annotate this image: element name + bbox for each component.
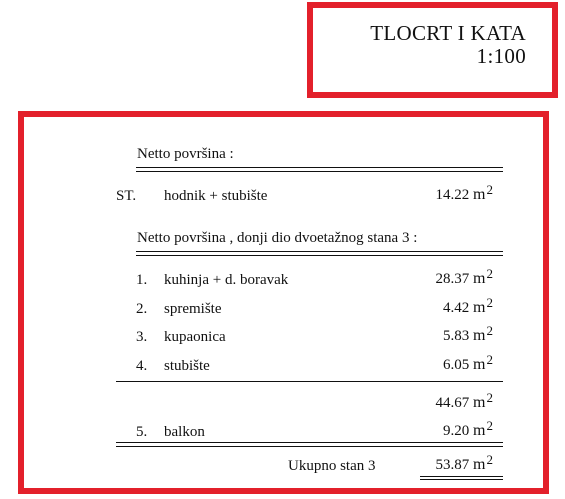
row-index: 4. <box>136 358 148 374</box>
section2-rule-bottom <box>136 255 503 256</box>
row-index: 2. <box>136 301 148 317</box>
section1-rule-top <box>136 167 503 168</box>
area-unit-exponent: 2 <box>486 418 493 433</box>
title-block <box>307 2 558 98</box>
area-unit: m <box>473 356 486 373</box>
row-label: spremište <box>164 301 222 317</box>
row-area-value <box>435 182 493 204</box>
row-area-value <box>435 266 493 288</box>
total-rule-bottom <box>116 446 503 447</box>
area-unit-exponent: 2 <box>486 452 493 467</box>
area-number: 6.05 <box>443 357 470 373</box>
total-rule-top <box>116 442 503 443</box>
section1-rule-bottom <box>136 171 503 172</box>
area-unit-exponent: 2 <box>486 390 493 405</box>
area-unit-exponent: 2 <box>486 323 493 338</box>
row-label: balkon <box>164 424 205 440</box>
area-schedule <box>18 111 549 494</box>
total-area-value <box>435 452 493 474</box>
area-unit-exponent: 2 <box>486 182 493 197</box>
area-unit: m <box>473 456 486 473</box>
row-area-value <box>443 295 493 317</box>
total-underline-1 <box>420 476 503 477</box>
area-number: 4.42 <box>443 300 470 316</box>
row-index: 3. <box>136 329 148 345</box>
section1-heading: Netto površina : <box>137 146 234 162</box>
subtotal-area-value <box>435 390 493 412</box>
drawing-scale: 1:100 <box>476 44 526 68</box>
row-index: ST. <box>116 188 137 204</box>
row-label: kupaonica <box>164 329 226 345</box>
row-area-value <box>443 352 493 374</box>
total-underline-2 <box>420 479 503 480</box>
area-unit-exponent: 2 <box>486 295 493 310</box>
subtotal-rule <box>116 381 503 382</box>
area-unit: m <box>473 327 486 344</box>
section2-heading: Netto površina , donji dio dvoetažnog stana 3 : <box>137 230 418 246</box>
total-label: Ukupno stan 3 <box>288 458 376 474</box>
area-unit: m <box>473 394 486 411</box>
section2-rule-top <box>136 251 503 252</box>
drawing-title-name: TLOCRT I KATA <box>370 21 526 45</box>
row-area-value <box>443 418 493 440</box>
area-unit: m <box>473 299 486 316</box>
row-area-value <box>443 323 493 345</box>
row-label: hodnik + stubište <box>164 188 268 204</box>
area-unit: m <box>473 422 486 439</box>
area-number: 28.37 <box>435 271 470 287</box>
area-number: 5.83 <box>443 328 470 344</box>
area-unit: m <box>473 186 486 203</box>
area-unit: m <box>473 270 486 287</box>
drawing-title <box>370 22 526 68</box>
area-unit-exponent: 2 <box>486 352 493 367</box>
area-number: 9.20 <box>443 423 470 439</box>
row-index: 5. <box>136 424 148 440</box>
row-label: kuhinja + d. boravak <box>164 272 289 288</box>
area-number: 14.22 <box>435 187 470 203</box>
area-number: 44.67 <box>435 395 470 411</box>
row-label: stubište <box>164 358 210 374</box>
area-unit-exponent: 2 <box>486 266 493 281</box>
row-index: 1. <box>136 272 148 288</box>
area-number: 53.87 <box>435 457 470 473</box>
